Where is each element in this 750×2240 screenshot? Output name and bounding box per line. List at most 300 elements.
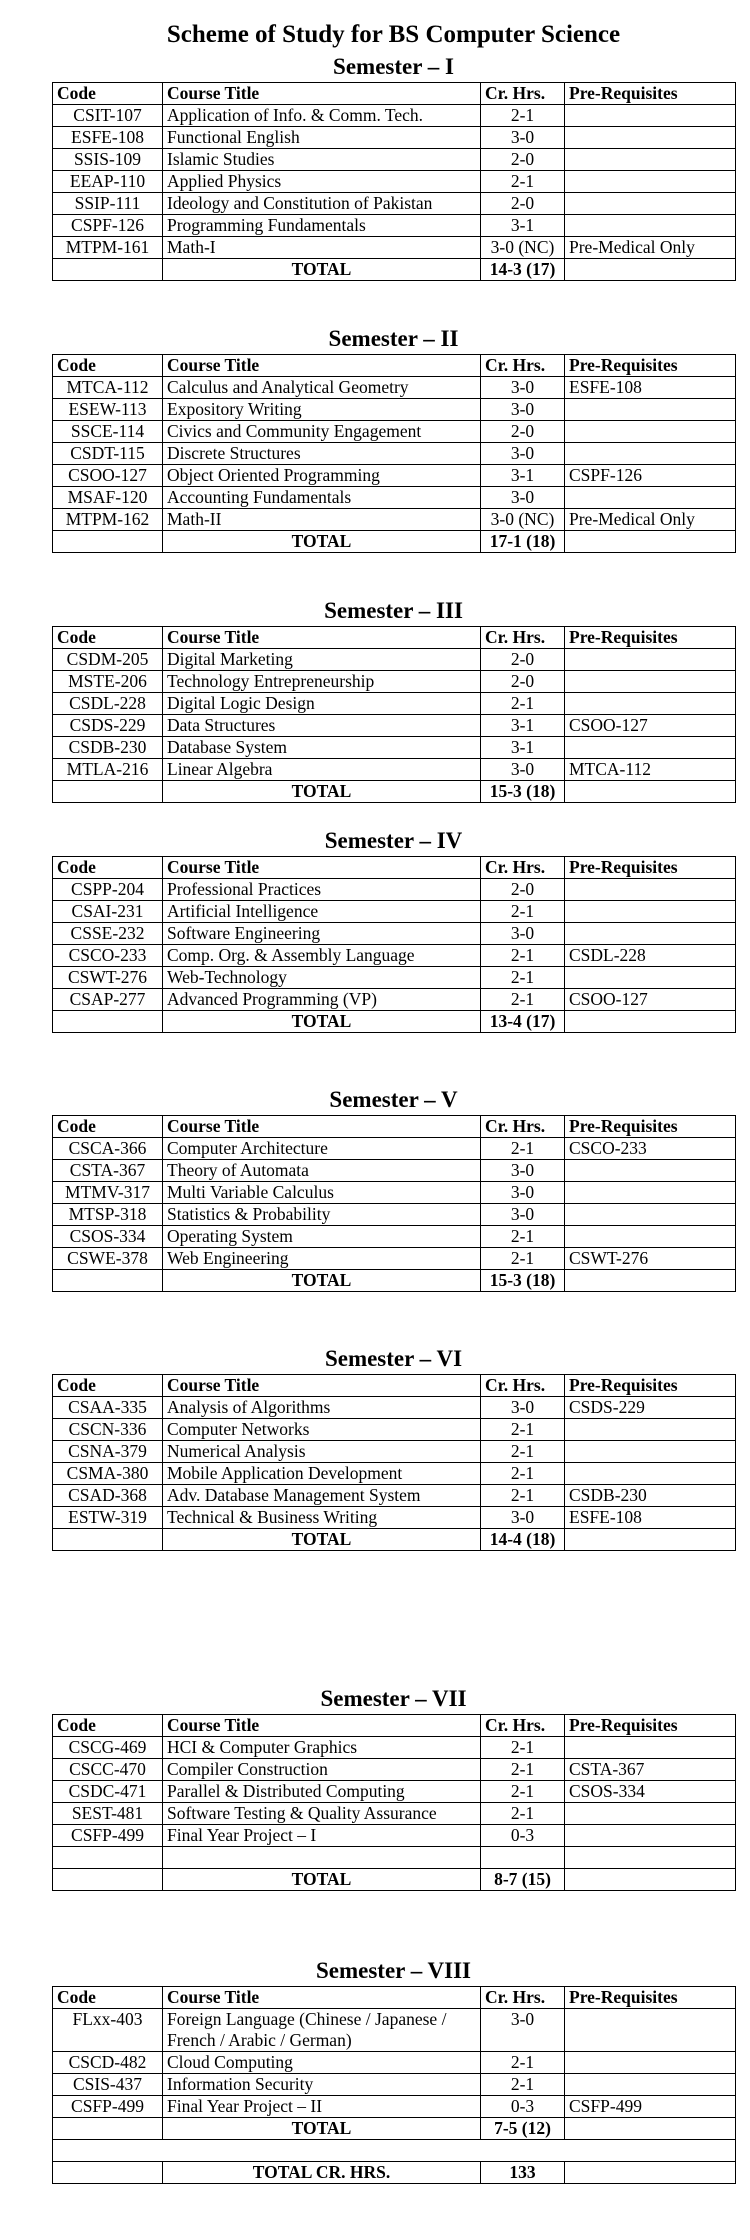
course-code: CSCC-470 — [53, 1759, 163, 1781]
course-title: Multi Variable Calculus — [163, 1182, 481, 1204]
prerequisite — [565, 1825, 736, 1847]
credit-hours: 2-1 — [481, 1138, 565, 1160]
code-column-header: Code — [53, 83, 163, 105]
prerequisites-column-header: Pre-Requisites — [565, 857, 736, 879]
course-code: CSCN-336 — [53, 1419, 163, 1441]
credit-hours: 3-0 — [481, 377, 565, 399]
prerequisite: ESFE-108 — [565, 377, 736, 399]
prerequisite: MTCA-112 — [565, 759, 736, 781]
credit-hours: 2-0 — [481, 649, 565, 671]
course-title: Web Engineering — [163, 1248, 481, 1270]
credit-hours-column-header: Cr. Hrs. — [481, 857, 565, 879]
course-title: Mobile Application Development — [163, 1463, 481, 1485]
course-code: CSFP-499 — [53, 2096, 163, 2118]
course-title-column-header: Course Title — [163, 627, 481, 649]
total-empty-cell — [565, 2118, 736, 2140]
course-title: Database System — [163, 737, 481, 759]
course-row — [53, 1182, 736, 1204]
course-code: CSWE-378 — [53, 1248, 163, 1270]
semester-block — [52, 52, 735, 281]
prerequisites-column-header: Pre-Requisites — [565, 1116, 736, 1138]
prerequisite — [565, 399, 736, 421]
code-column-header: Code — [53, 1715, 163, 1737]
course-row — [53, 1463, 736, 1485]
course-row — [53, 193, 736, 215]
total-row — [53, 259, 736, 281]
credit-hours: 2-1 — [481, 989, 565, 1011]
prerequisite: CSOS-334 — [565, 1781, 736, 1803]
credit-hours: 3-0 — [481, 923, 565, 945]
course-row — [53, 2009, 736, 2052]
semester-block — [52, 596, 735, 803]
course-code: FLxx-403 — [53, 2009, 163, 2052]
credit-hours: 2-1 — [481, 693, 565, 715]
course-title: Math-II — [163, 509, 481, 531]
course-table — [52, 1986, 736, 2184]
course-row — [53, 1803, 736, 1825]
total-row — [53, 1529, 736, 1551]
credit-hours-column-header: Cr. Hrs. — [481, 1987, 565, 2009]
course-code: CSAP-277 — [53, 989, 163, 1011]
grand-total-label: TOTAL CR. HRS. — [163, 2162, 481, 2184]
course-title: Software Testing & Quality Assurance — [163, 1803, 481, 1825]
course-title: Comp. Org. & Assembly Language — [163, 945, 481, 967]
course-title: Expository Writing — [163, 399, 481, 421]
course-title: Artificial Intelligence — [163, 901, 481, 923]
course-row — [53, 879, 736, 901]
course-title: Application of Info. & Comm. Tech. — [163, 105, 481, 127]
course-code: MSAF-120 — [53, 487, 163, 509]
course-title — [163, 1847, 481, 1869]
table-header-row — [53, 627, 736, 649]
credit-hours: 2-1 — [481, 901, 565, 923]
credit-hours: 3-0 — [481, 487, 565, 509]
total-empty-cell — [565, 1011, 736, 1033]
course-row — [53, 465, 736, 487]
table-header-row — [53, 1116, 736, 1138]
semester-block — [52, 1085, 735, 1292]
course-title: Computer Architecture — [163, 1138, 481, 1160]
course-title-column-header: Course Title — [163, 1375, 481, 1397]
credit-hours: 2-1 — [481, 1803, 565, 1825]
course-code: CSMA-380 — [53, 1463, 163, 1485]
course-title: Final Year Project – I — [163, 1825, 481, 1847]
prerequisite — [565, 149, 736, 171]
course-row — [53, 1507, 736, 1529]
prerequisite — [565, 2009, 736, 2052]
course-code: SSCE-114 — [53, 421, 163, 443]
prerequisite: CSOO-127 — [565, 715, 736, 737]
credit-hours: 3-1 — [481, 737, 565, 759]
credit-hours: 0-3 — [481, 2096, 565, 2118]
prerequisite: CSCO-233 — [565, 1138, 736, 1160]
course-title: Calculus and Analytical Geometry — [163, 377, 481, 399]
course-title-column-header: Course Title — [163, 1987, 481, 2009]
prerequisite — [565, 1847, 736, 1869]
course-row — [53, 715, 736, 737]
prerequisite — [565, 1204, 736, 1226]
total-empty-cell — [565, 1869, 736, 1891]
total-spacer-cell — [53, 781, 163, 803]
course-row — [53, 1825, 736, 1847]
credit-hours-column-header: Cr. Hrs. — [481, 1375, 565, 1397]
credit-hours: 2-1 — [481, 1226, 565, 1248]
blank-cell — [53, 2140, 736, 2162]
course-code: MSTE-206 — [53, 671, 163, 693]
credit-hours: 3-0 — [481, 1160, 565, 1182]
prerequisite: CSTA-367 — [565, 1759, 736, 1781]
course-title: Information Security — [163, 2074, 481, 2096]
total-spacer-cell — [53, 1869, 163, 1891]
code-column-header: Code — [53, 627, 163, 649]
course-title: Digital Marketing — [163, 649, 481, 671]
course-title: Ideology and Constitution of Pakistan — [163, 193, 481, 215]
course-row — [53, 1759, 736, 1781]
course-code: CSOO-127 — [53, 465, 163, 487]
course-title: Linear Algebra — [163, 759, 481, 781]
credit-hours: 3-0 — [481, 1182, 565, 1204]
course-code: EEAP-110 — [53, 171, 163, 193]
credit-hours: 2-1 — [481, 1737, 565, 1759]
prerequisite: CSOO-127 — [565, 989, 736, 1011]
course-code: CSOS-334 — [53, 1226, 163, 1248]
semester-title: Semester – IV — [324, 828, 463, 853]
course-title: HCI & Computer Graphics — [163, 1737, 481, 1759]
course-title: Operating System — [163, 1226, 481, 1248]
total-empty-cell — [565, 531, 736, 553]
course-row — [53, 509, 736, 531]
total-row — [53, 1869, 736, 1891]
grand-total-spacer-cell — [53, 2162, 163, 2184]
prerequisite — [565, 879, 736, 901]
course-table — [52, 354, 736, 553]
course-row — [53, 487, 736, 509]
credit-hours: 2-1 — [481, 1441, 565, 1463]
prerequisite — [565, 1160, 736, 1182]
total-credit-hours: 13-4 (17) — [481, 1011, 565, 1033]
credit-hours: 3-0 — [481, 399, 565, 421]
course-row — [53, 945, 736, 967]
course-title: Object Oriented Programming — [163, 465, 481, 487]
course-row — [53, 127, 736, 149]
course-code: MTSP-318 — [53, 1204, 163, 1226]
credit-hours: 2-1 — [481, 1485, 565, 1507]
course-code: MTMV-317 — [53, 1182, 163, 1204]
total-credit-hours: 14-3 (17) — [481, 259, 565, 281]
semester-block — [52, 826, 735, 1033]
prerequisite — [565, 1463, 736, 1485]
course-row — [53, 1737, 736, 1759]
total-spacer-cell — [53, 1270, 163, 1292]
credit-hours: 3-0 — [481, 127, 565, 149]
prerequisite — [565, 1182, 736, 1204]
total-row — [53, 781, 736, 803]
course-title: Adv. Database Management System — [163, 1485, 481, 1507]
credit-hours-column-header: Cr. Hrs. — [481, 1116, 565, 1138]
course-title: Math-I — [163, 237, 481, 259]
course-row — [53, 989, 736, 1011]
course-row — [53, 377, 736, 399]
credit-hours: 2-0 — [481, 879, 565, 901]
prerequisite — [565, 1441, 736, 1463]
credit-hours: 2-1 — [481, 1759, 565, 1781]
credit-hours: 0-3 — [481, 1825, 565, 1847]
prerequisite: CSDB-230 — [565, 1485, 736, 1507]
code-column-header: Code — [53, 1375, 163, 1397]
prerequisite — [565, 649, 736, 671]
course-code: ESTW-319 — [53, 1507, 163, 1529]
total-empty-cell — [565, 259, 736, 281]
prerequisite: Pre-Medical Only — [565, 509, 736, 531]
course-row — [53, 1419, 736, 1441]
table-header-row — [53, 857, 736, 879]
prerequisites-column-header: Pre-Requisites — [565, 627, 736, 649]
prerequisite — [565, 1803, 736, 1825]
credit-hours: 2-1 — [481, 171, 565, 193]
credit-hours: 3-0 — [481, 443, 565, 465]
prerequisite — [565, 171, 736, 193]
course-row — [53, 967, 736, 989]
prerequisites-column-header: Pre-Requisites — [565, 1375, 736, 1397]
course-code: MTCA-112 — [53, 377, 163, 399]
scheme-document — [52, 0, 735, 2182]
page-title: Scheme of Study for BS Computer Science — [166, 21, 621, 48]
code-column-header: Code — [53, 355, 163, 377]
course-code: ESEW-113 — [53, 399, 163, 421]
prerequisites-column-header: Pre-Requisites — [565, 1987, 736, 2009]
credit-hours-column-header: Cr. Hrs. — [481, 627, 565, 649]
total-row — [53, 1011, 736, 1033]
credit-hours: 2-1 — [481, 1419, 565, 1441]
total-label: TOTAL — [163, 781, 481, 803]
course-row — [53, 1485, 736, 1507]
semester-block — [52, 1344, 735, 1551]
course-title: Final Year Project – II — [163, 2096, 481, 2118]
course-code: CSAA-335 — [53, 1397, 163, 1419]
course-title: Programming Fundamentals — [163, 215, 481, 237]
course-title: Digital Logic Design — [163, 693, 481, 715]
grand-total-row — [53, 2162, 736, 2184]
prerequisite — [565, 2052, 736, 2074]
course-title: Parallel & Distributed Computing — [163, 1781, 481, 1803]
total-credit-hours: 14-4 (18) — [481, 1529, 565, 1551]
course-row — [53, 1204, 736, 1226]
course-table — [52, 626, 736, 803]
course-row — [53, 923, 736, 945]
credit-hours: 3-0 — [481, 759, 565, 781]
course-code — [53, 1847, 163, 1869]
course-code: CSSE-232 — [53, 923, 163, 945]
course-code: SSIP-111 — [53, 193, 163, 215]
course-row — [53, 671, 736, 693]
table-header-row — [53, 355, 736, 377]
prerequisite: CSPF-126 — [565, 465, 736, 487]
credit-hours: 3-0 (NC) — [481, 237, 565, 259]
course-title: Applied Physics — [163, 171, 481, 193]
total-credit-hours: 17-1 (18) — [481, 531, 565, 553]
course-row — [53, 215, 736, 237]
credit-hours: 3-0 — [481, 2009, 565, 2052]
course-row — [53, 1138, 736, 1160]
prerequisite: CSDL-228 — [565, 945, 736, 967]
prerequisite — [565, 1419, 736, 1441]
course-row — [53, 1781, 736, 1803]
total-spacer-cell — [53, 531, 163, 553]
course-table — [52, 1374, 736, 1551]
prerequisites-column-header: Pre-Requisites — [565, 83, 736, 105]
total-credit-hours: 15-3 (18) — [481, 781, 565, 803]
course-code: CSWT-276 — [53, 967, 163, 989]
course-title: Cloud Computing — [163, 2052, 481, 2074]
course-title: Technical & Business Writing — [163, 1507, 481, 1529]
course-row — [53, 237, 736, 259]
course-row — [53, 2096, 736, 2118]
prerequisite — [565, 1737, 736, 1759]
semester-title: Semester – V — [329, 1087, 458, 1112]
course-row — [53, 693, 736, 715]
course-title: Functional English — [163, 127, 481, 149]
credit-hours: 2-0 — [481, 671, 565, 693]
course-title: Accounting Fundamentals — [163, 487, 481, 509]
course-code: CSDM-205 — [53, 649, 163, 671]
course-code: MTPM-162 — [53, 509, 163, 531]
course-title-column-header: Course Title — [163, 355, 481, 377]
course-title: Professional Practices — [163, 879, 481, 901]
course-title: Analysis of Algorithms — [163, 1397, 481, 1419]
prerequisite: CSFP-499 — [565, 2096, 736, 2118]
course-row — [53, 2052, 736, 2074]
table-header-row — [53, 1715, 736, 1737]
total-credit-hours: 15-3 (18) — [481, 1270, 565, 1292]
credit-hours: 2-0 — [481, 193, 565, 215]
prerequisite — [565, 193, 736, 215]
course-code: CSDL-228 — [53, 693, 163, 715]
credit-hours: 2-1 — [481, 105, 565, 127]
total-spacer-cell — [53, 1011, 163, 1033]
course-code: CSCA-366 — [53, 1138, 163, 1160]
course-row — [53, 759, 736, 781]
course-title: Compiler Construction — [163, 1759, 481, 1781]
semester-title: Semester – II — [328, 326, 459, 351]
table-header-row — [53, 83, 736, 105]
prerequisite — [565, 1226, 736, 1248]
credit-hours: 2-1 — [481, 2052, 565, 2074]
course-title: Statistics & Probability — [163, 1204, 481, 1226]
prerequisite: Pre-Medical Only — [565, 237, 736, 259]
course-title: Advanced Programming (VP) — [163, 989, 481, 1011]
prerequisite: ESFE-108 — [565, 1507, 736, 1529]
credit-hours: 2-1 — [481, 945, 565, 967]
table-header-row — [53, 1375, 736, 1397]
credit-hours: 3-1 — [481, 715, 565, 737]
prerequisite — [565, 215, 736, 237]
total-label: TOTAL — [163, 1270, 481, 1292]
credit-hours: 3-0 — [481, 1397, 565, 1419]
course-code: CSPP-204 — [53, 879, 163, 901]
course-row — [53, 421, 736, 443]
course-code: CSTA-367 — [53, 1160, 163, 1182]
credit-hours: 2-0 — [481, 149, 565, 171]
credit-hours: 2-1 — [481, 2074, 565, 2096]
course-code: CSCG-469 — [53, 1737, 163, 1759]
course-row — [53, 2074, 736, 2096]
total-empty-cell — [565, 1270, 736, 1292]
course-code: SSIS-109 — [53, 149, 163, 171]
prerequisites-column-header: Pre-Requisites — [565, 1715, 736, 1737]
course-code: CSFP-499 — [53, 1825, 163, 1847]
course-code: CSDT-115 — [53, 443, 163, 465]
total-credit-hours: 7-5 (12) — [481, 2118, 565, 2140]
total-row — [53, 1270, 736, 1292]
code-column-header: Code — [53, 1987, 163, 2009]
total-spacer-cell — [53, 259, 163, 281]
table-header-row — [53, 1987, 736, 2009]
credit-hours: 2-1 — [481, 1781, 565, 1803]
prerequisite — [565, 487, 736, 509]
course-table — [52, 1115, 736, 1292]
credit-hours: 3-1 — [481, 215, 565, 237]
semester-title: Semester – VII — [320, 1686, 467, 1711]
semester-block — [52, 1684, 735, 1891]
course-title: Technology Entrepreneurship — [163, 671, 481, 693]
total-label: TOTAL — [163, 1869, 481, 1891]
course-table — [52, 856, 736, 1033]
total-empty-cell — [565, 781, 736, 803]
prerequisite — [565, 127, 736, 149]
credit-hours — [481, 1847, 565, 1869]
course-row — [53, 1226, 736, 1248]
credit-hours-column-header: Cr. Hrs. — [481, 355, 565, 377]
credit-hours: 2-0 — [481, 421, 565, 443]
course-code: CSAD-368 — [53, 1485, 163, 1507]
total-row — [53, 2118, 736, 2140]
course-code: CSCD-482 — [53, 2052, 163, 2074]
prerequisite — [565, 967, 736, 989]
course-row — [53, 171, 736, 193]
blank-row — [53, 2140, 736, 2162]
course-row — [53, 1160, 736, 1182]
course-title: Islamic Studies — [163, 149, 481, 171]
course-title-column-header: Course Title — [163, 83, 481, 105]
credit-hours: 3-1 — [481, 465, 565, 487]
grand-total-credit-hours: 133 — [481, 2162, 565, 2184]
semester-block — [52, 1956, 735, 2184]
prerequisite — [565, 421, 736, 443]
prerequisite — [565, 737, 736, 759]
course-row — [53, 149, 736, 171]
course-row — [53, 1248, 736, 1270]
course-row — [53, 399, 736, 421]
total-empty-cell — [565, 1529, 736, 1551]
course-title: Computer Networks — [163, 1419, 481, 1441]
course-title: Numerical Analysis — [163, 1441, 481, 1463]
course-title: Discrete Structures — [163, 443, 481, 465]
course-row — [53, 901, 736, 923]
course-row — [53, 1441, 736, 1463]
total-label: TOTAL — [163, 1011, 481, 1033]
course-code: MTLA-216 — [53, 759, 163, 781]
course-title: Foreign Language (Chinese / Japanese / French / Arabic / German) — [163, 2009, 481, 2052]
course-code: CSIT-107 — [53, 105, 163, 127]
total-label: TOTAL — [163, 2118, 481, 2140]
prerequisite — [565, 923, 736, 945]
credit-hours: 2-1 — [481, 1463, 565, 1485]
course-code: CSAI-231 — [53, 901, 163, 923]
semester-title: Semester – VIII — [315, 1958, 472, 1983]
total-row — [53, 531, 736, 553]
course-code: CSDB-230 — [53, 737, 163, 759]
total-label: TOTAL — [163, 1529, 481, 1551]
